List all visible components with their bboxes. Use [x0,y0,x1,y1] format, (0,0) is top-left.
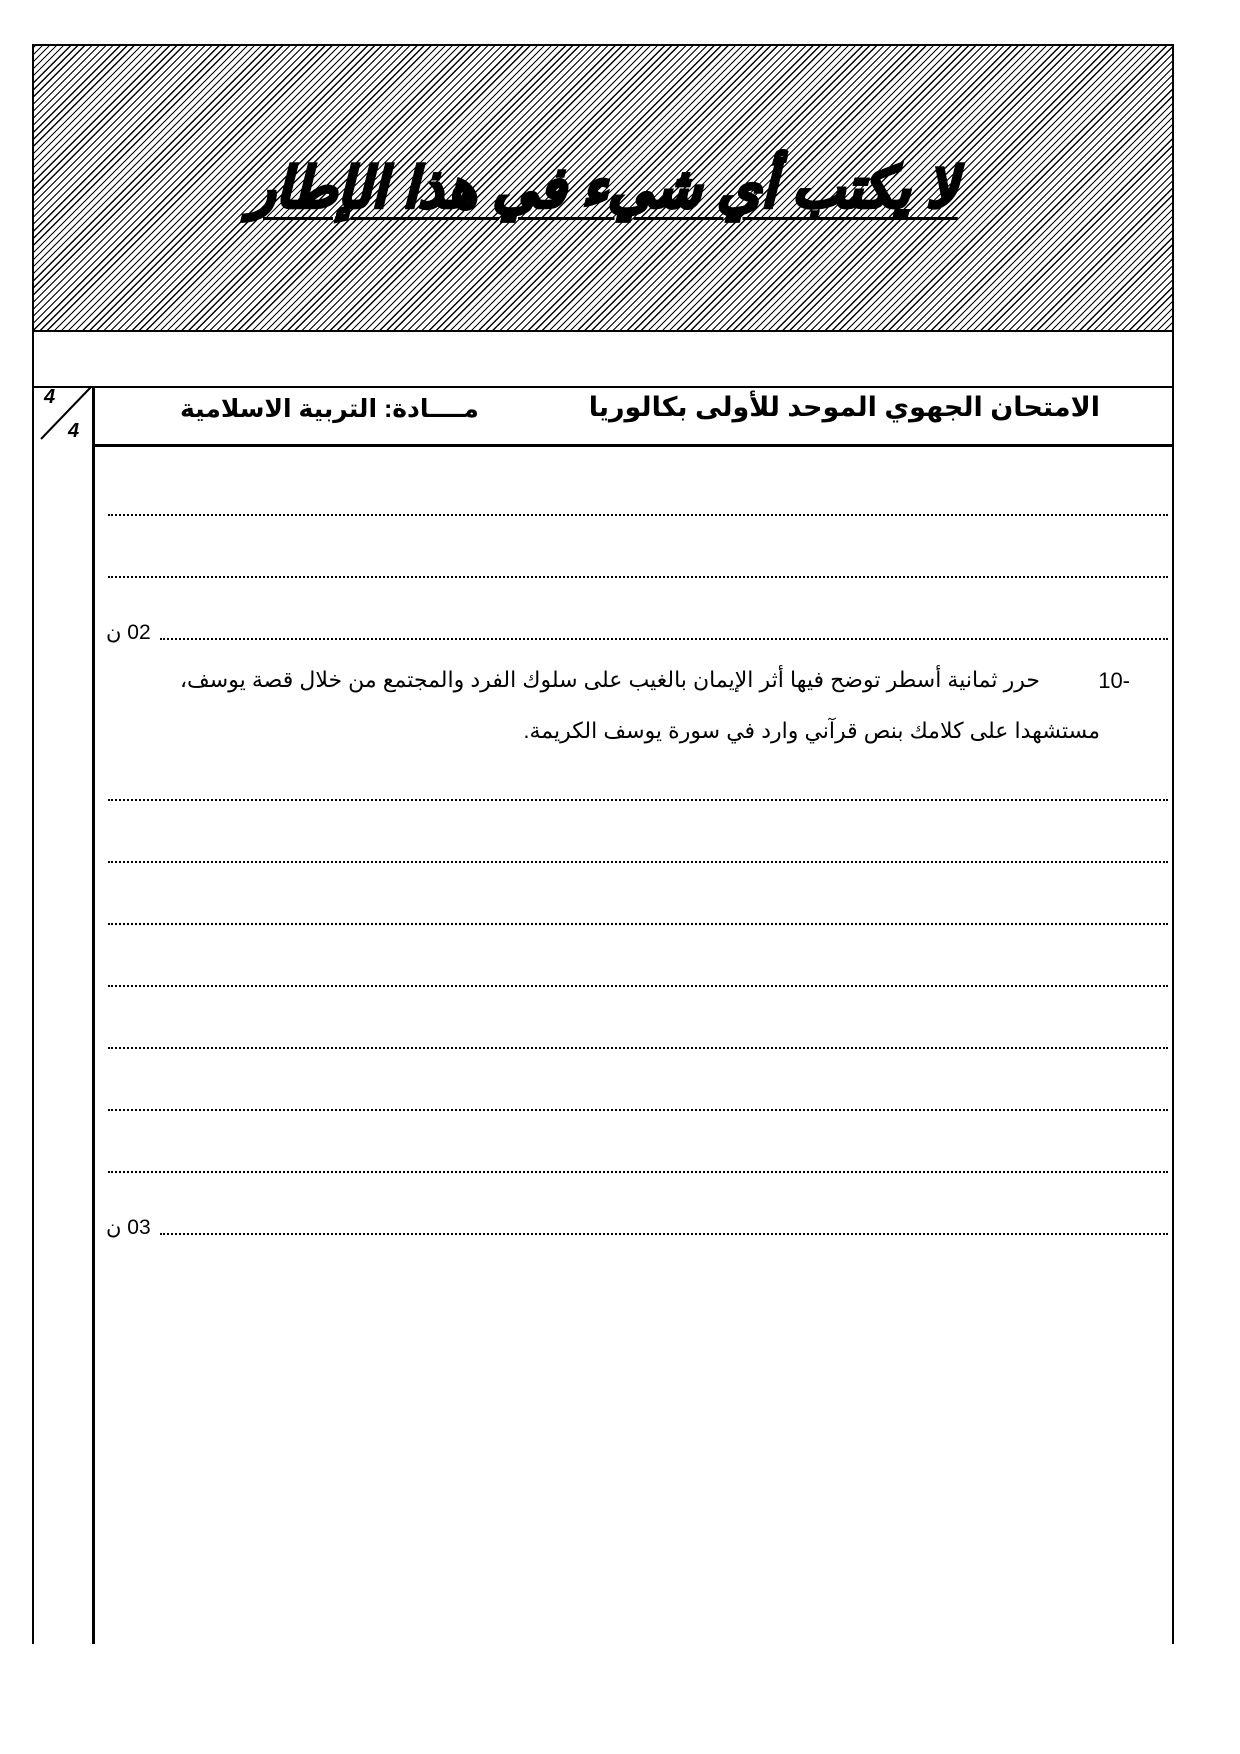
answer-line[interactable] [108,1171,1168,1173]
exam-title: الامتحان الجهوي الموحد للأولى بكالوريا [588,392,1100,422]
answer-line[interactable] [160,638,1168,640]
header-top-line [32,386,1174,388]
answer-line[interactable] [160,1233,1168,1235]
answer-line[interactable] [108,1047,1168,1049]
score-previous-question: 02 ن [106,621,151,644]
answer-line[interactable] [108,799,1168,801]
answer-line[interactable] [108,923,1168,925]
page-total: 4 [68,420,80,442]
subject-label: مــــادة: التربية الاسلامية [180,395,479,423]
question-10-line-2 [120,706,1100,756]
question-10-line-1 [140,655,1040,705]
banner-text: لا يكتب أي شيء في هذا الإطار [248,156,958,219]
question-10-text-2: مستشهدا على كلامك بنص قرآني وارد في سورة يوسف الكريمة. [523,718,1100,743]
question-10-text-1: حرر ثمانية أسطر توضح فيها أثر الإيمان بالغيب على سلوك الفرد والمجتمع من خلال قصة يوسف، [179,667,1040,692]
answer-line[interactable] [108,985,1168,987]
score-question-10: 03 ن [106,1216,151,1239]
page-current: 4 [44,386,56,408]
answer-line[interactable] [108,576,1168,578]
banner-title [32,44,1174,332]
answer-line[interactable] [108,514,1168,516]
margin-column-line [92,388,95,1644]
header-bottom-line [92,444,1174,447]
question-number: 10- [1098,668,1130,693]
answer-line[interactable] [108,861,1168,863]
answer-line[interactable] [108,1109,1168,1111]
